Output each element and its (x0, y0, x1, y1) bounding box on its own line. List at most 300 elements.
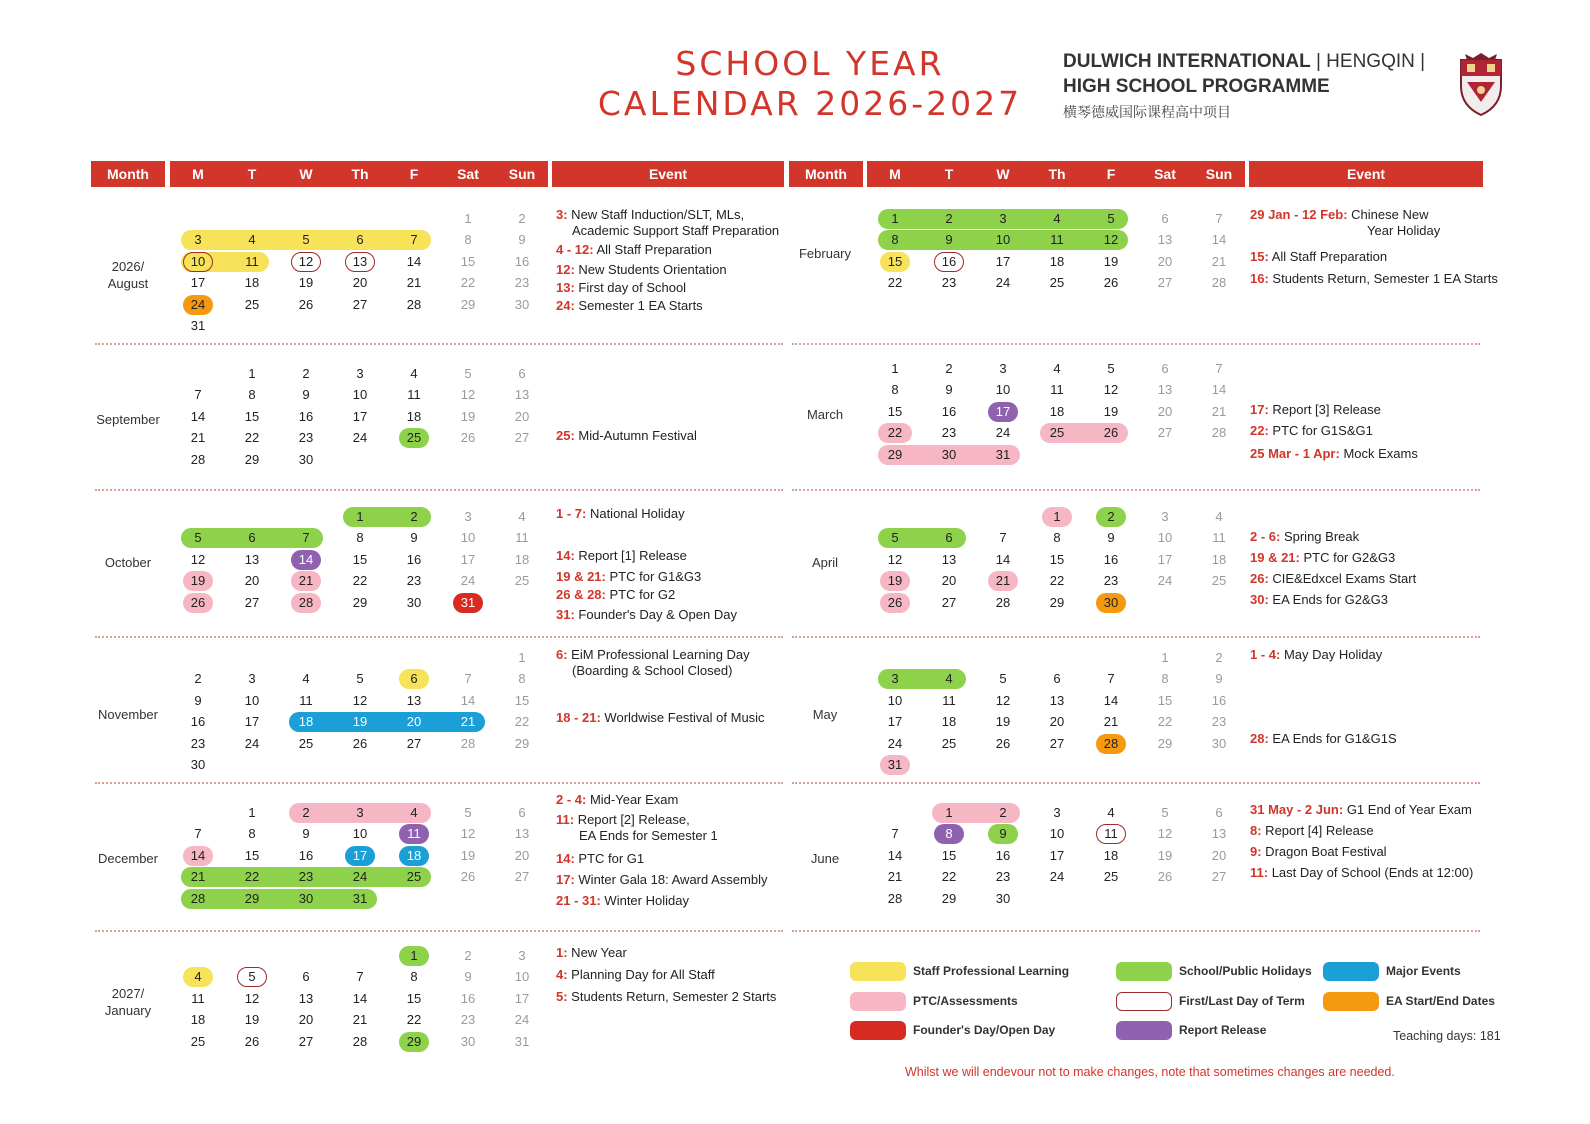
legend-swatch (1323, 962, 1379, 981)
school-name (1063, 51, 1425, 73)
day-cell: 6 (302, 969, 310, 985)
day-cell: 19 (1157, 847, 1173, 863)
day-cell: 16 (934, 252, 964, 272)
event-date: 29 Jan - 12 Feb: (1250, 207, 1348, 222)
event-date: 16: (1250, 271, 1269, 286)
day-header-fri: F (1106, 166, 1116, 182)
event-date: 13: (556, 280, 575, 295)
event-date: 28: (1250, 731, 1269, 746)
day-cell: 14 (1211, 232, 1227, 248)
day-cell: 5 (237, 967, 267, 987)
month-name: May (812, 706, 838, 722)
day-cell: 16 (298, 847, 314, 863)
event-line (1250, 445, 1418, 462)
day-cell: 5 (1161, 805, 1169, 820)
event-header-right (1249, 161, 1483, 187)
event-date: 17: (1250, 402, 1269, 417)
day-cell: 17 (1157, 551, 1173, 567)
row-separator (95, 636, 783, 638)
day-cell: 21 (988, 571, 1018, 591)
event-line (1250, 549, 1395, 566)
day-cell: 27 (514, 430, 530, 446)
day-cell: 6 (945, 530, 953, 546)
day-cell: 9 (302, 387, 310, 403)
day-cell: 26 (244, 1033, 260, 1049)
day-cell: 2 (464, 948, 472, 963)
event-line (556, 505, 685, 522)
event-text: G1 End of Year Exam (1343, 802, 1472, 817)
day-cell: 20 (244, 573, 260, 589)
day-cell: 24 (1157, 573, 1173, 589)
day-cell: 30 (1096, 593, 1126, 613)
event-text: Semester 1 EA Starts (574, 298, 703, 313)
event-date: 4 - 12: (556, 242, 594, 257)
day-cell: 2 (1096, 507, 1126, 527)
day-cell: 22 (887, 425, 903, 441)
day-cell: 11 (1212, 530, 1226, 546)
day-cell: 27 (514, 869, 530, 885)
day-cell: 6 (1161, 361, 1169, 376)
day-cell: 25 (399, 428, 429, 448)
event-date: 25: (556, 428, 575, 443)
event-date: 12: (556, 262, 575, 277)
day-cell: 1 (464, 211, 472, 226)
day-cell: 23 (1211, 714, 1227, 730)
day-cell: 31 (352, 890, 368, 906)
day-cell: 25 (1211, 573, 1227, 589)
day-cell: 29 (514, 735, 530, 751)
day-header-sat: Sat (1154, 166, 1176, 182)
day-cell: 20 (352, 275, 368, 291)
event-header-label: Event (648, 166, 688, 182)
day-cell: 28 (352, 1033, 368, 1049)
day-cell: 9 (302, 826, 310, 842)
day-cell: 18 (1103, 847, 1119, 863)
day-cell: 3 (891, 671, 899, 687)
day-cell: 28 (460, 735, 476, 751)
day-cell: 4 (1107, 805, 1115, 820)
event-text: Winter Gala 18: Award Assembly (574, 872, 768, 887)
day-cell: 7 (194, 826, 202, 842)
day-cell: 15 (1049, 551, 1065, 567)
day-header-mon: M (889, 166, 901, 182)
day-cell: 4 (1053, 361, 1061, 376)
day-cell: 12 (244, 990, 260, 1006)
month-name: 2027/ January (104, 985, 152, 1018)
day-cell: 19 (460, 408, 476, 424)
day-cell: 2 (1215, 650, 1223, 665)
day-cell: 7 (194, 387, 202, 403)
day-cell: 13 (1211, 826, 1227, 842)
day-cell: 17 (1049, 847, 1065, 863)
day-cell: 16 (190, 714, 206, 730)
day-cell: 9 (988, 824, 1018, 844)
legend-swatch (850, 1021, 906, 1040)
programme-name-chinese: 横琴德威国际课程高中项目 (1063, 104, 1231, 120)
day-cell: 15 (887, 403, 903, 419)
day-cell: 28 (190, 890, 206, 906)
event-date: 31: (556, 607, 575, 622)
day-cell: 13 (514, 826, 530, 842)
day-cell: 22 (406, 1012, 422, 1028)
event-line (556, 791, 678, 808)
day-cell: 7 (999, 530, 1007, 546)
day-cell: 20 (1157, 253, 1173, 269)
day-cell: 8 (248, 387, 256, 403)
event-date: 22: (1250, 423, 1269, 438)
day-cell: 4 (1053, 211, 1061, 226)
day-cell: 29 (399, 1032, 429, 1052)
day-cell: 10 (995, 382, 1011, 398)
event-text: Founder's Day & Open Day (574, 607, 737, 622)
legend-label: PTC/Assessments (913, 994, 1018, 1008)
day-cell: 18 (244, 275, 260, 291)
day-cell: 2 (518, 211, 526, 226)
day-cell: 31 (880, 755, 910, 775)
month-name: June (810, 851, 840, 866)
event-text: PTC for G1 (574, 851, 645, 866)
day-cell: 5 (1107, 361, 1115, 376)
month-header-left (91, 161, 165, 187)
event-text: Last Day of School (Ends at 12:00) (1268, 865, 1474, 880)
day-cell: 10 (514, 969, 530, 985)
event-text: Winter Holiday (600, 893, 689, 908)
legend-label: Founder's Day/Open Day (913, 1023, 1056, 1037)
day-cell: 27 (1157, 425, 1173, 441)
day-cell: 16 (406, 551, 422, 567)
day-cell: 24 (995, 275, 1011, 291)
day-cell: 17 (887, 714, 903, 730)
day-cell: 16 (995, 847, 1011, 863)
day-cell: 2 (945, 211, 953, 226)
event-line (572, 222, 779, 239)
day-cell: 10 (995, 232, 1011, 248)
day-header-sat: Sat (457, 166, 479, 182)
day-cell: 16 (1211, 692, 1227, 708)
day-cell: 21 (291, 571, 321, 591)
event-date: 18 - 21: (556, 710, 601, 725)
day-cell: 24 (995, 425, 1011, 441)
day-cell: 11 (399, 824, 429, 844)
day-cell: 14 (183, 846, 213, 866)
event-line (1250, 422, 1373, 439)
day-cell: 28 (887, 890, 903, 906)
day-cell: 22 (1157, 714, 1173, 730)
row-separator (792, 782, 1480, 784)
day-cell: 26 (880, 593, 910, 613)
legend-label: Major Events (1386, 964, 1461, 978)
day-cell: 14 (887, 847, 903, 863)
month-header-right (789, 161, 863, 187)
day-cell: 24 (183, 295, 213, 315)
event-date: 6: (556, 647, 568, 662)
day-cell: 31 (190, 318, 206, 333)
day-cell: 10 (887, 692, 903, 708)
day-cell: 25 (298, 735, 314, 751)
day-cell: 4 (183, 967, 213, 987)
day-cell: 15 (352, 551, 368, 567)
day-cell: 30 (190, 757, 206, 772)
day-cell: 9 (518, 232, 526, 248)
day-header-tue: T (247, 166, 257, 182)
day-cell: 3 (1161, 509, 1169, 524)
legend-swatch (850, 962, 906, 981)
day-cell: 19 (460, 847, 476, 863)
day-cell: 30 (406, 594, 422, 610)
legend-swatch (1116, 1021, 1172, 1040)
day-cell: 30 (298, 890, 314, 906)
day-cell: 27 (298, 1033, 314, 1049)
day-cell: 28 (190, 451, 206, 467)
event-date: 19 & 21: (1250, 550, 1300, 565)
event-text: EA Ends for Semester 1 (579, 828, 718, 843)
event-text: Mock Exams (1339, 446, 1418, 461)
day-cell: 24 (352, 430, 368, 446)
day-header-tue: T (944, 166, 954, 182)
event-line (556, 944, 627, 961)
event-date: 24: (556, 298, 575, 313)
programme-name: HIGH SCHOOL PROGRAMME (1063, 76, 1330, 97)
day-cell: 26 (995, 735, 1011, 751)
day-cell: 1 (248, 366, 256, 381)
event-date: 5: (556, 989, 568, 1004)
teaching-days: Teaching days: 181 (1393, 1029, 1501, 1043)
event-line (1250, 401, 1381, 418)
event-line (556, 261, 727, 278)
day-cell: 10 (1157, 530, 1173, 546)
day-cell: 9 (464, 969, 472, 985)
day-cell: 15 (941, 847, 957, 863)
row-separator (95, 489, 783, 491)
event-date: 25 Mar - 1 Apr: (1250, 446, 1340, 461)
day-cell: 3 (999, 211, 1007, 226)
day-cell: 1 (891, 361, 899, 376)
event-line (556, 811, 690, 828)
day-cell: 10 (1049, 826, 1065, 842)
day-cell: 26 (183, 593, 213, 613)
day-cell: 8 (248, 826, 256, 842)
day-cell: 1 (356, 509, 364, 524)
day-cell: 1 (891, 211, 899, 226)
day-cell: 4 (410, 805, 418, 820)
day-cell: 22 (887, 275, 903, 291)
event-line (1250, 528, 1359, 545)
day-cell: 27 (352, 296, 368, 312)
event-text: Academic Support Staff Preparation (572, 223, 780, 238)
event-text: Students Return, Semester 1 EA Starts (1268, 271, 1498, 286)
day-cell: 12 (1103, 382, 1119, 398)
day-cell: 6 (1215, 805, 1223, 820)
day-cell: 14 (190, 408, 206, 424)
day-cell: 15 (460, 253, 476, 269)
event-text: Report [2] Release, (574, 812, 690, 827)
day-cell: 11 (299, 692, 313, 708)
day-cell: 2 (302, 366, 310, 381)
day-cell: 31 (453, 593, 483, 613)
month-name: April (811, 555, 838, 570)
day-cell: 24 (514, 1012, 530, 1028)
event-line (579, 827, 718, 844)
event-text: Report [4] Release (1261, 823, 1374, 838)
day-cell: 10 (244, 692, 260, 708)
change-disclaimer: Whilst we will endevour not to make changes, note that sometimes changes are needed. (905, 1065, 1395, 1079)
legend-swatch (1116, 962, 1172, 981)
day-cell: 1 (518, 650, 526, 665)
event-line (556, 606, 737, 623)
event-line (572, 662, 732, 679)
day-cell: 26 (460, 869, 476, 885)
event-line (556, 646, 750, 663)
day-cell: 3 (464, 509, 472, 524)
day-cell: 7 (1215, 211, 1223, 226)
legend-swatch (850, 992, 906, 1011)
day-cell: 16 (1103, 551, 1119, 567)
day-cell: 9 (194, 692, 202, 708)
day-cell: 20 (406, 714, 422, 730)
day-header-sun: Sun (1205, 166, 1233, 182)
day-cell: 18 (514, 551, 530, 567)
event-date: 8: (1250, 823, 1262, 838)
event-date: 30: (1250, 592, 1269, 607)
day-cell: 7 (302, 530, 310, 546)
day-cell: 30 (941, 446, 957, 462)
day-cell: 20 (1157, 403, 1173, 419)
day-cell: 15 (244, 408, 260, 424)
day-cell: 23 (941, 425, 957, 441)
days-header-right (867, 161, 1245, 187)
event-text: All Staff Preparation (593, 242, 712, 257)
day-cell: 11 (245, 253, 259, 269)
day-cell: 22 (460, 275, 476, 291)
day-cell: 5 (194, 530, 202, 546)
event-header-label: Event (1346, 166, 1386, 182)
day-cell: 19 (1103, 403, 1119, 419)
day-cell: 17 (190, 275, 206, 291)
event-text: Planning Day for All Staff (567, 967, 715, 982)
day-cell: 6 (399, 669, 429, 689)
day-cell: 2 (194, 671, 202, 687)
day-cell: 23 (941, 275, 957, 291)
event-line (1250, 570, 1416, 587)
event-date: 9: (1250, 844, 1262, 859)
day-cell: 5 (891, 530, 899, 546)
day-cell: 26 (460, 430, 476, 446)
day-cell: 9 (945, 232, 953, 248)
event-date: 2 - 4: (556, 792, 587, 807)
day-cell: 8 (934, 824, 964, 844)
event-text: All Staff Preparation (1268, 249, 1388, 264)
day-cell: 5 (464, 805, 472, 820)
legend-label: EA Start/End Dates (1386, 994, 1495, 1008)
event-text: Mid-Year Exam (586, 792, 679, 807)
day-cell: 21 (190, 869, 206, 885)
day-cell: 18 (190, 1012, 206, 1028)
event-line (1250, 206, 1428, 223)
event-date: 14: (556, 548, 575, 563)
event-text: Year Holiday (1367, 223, 1441, 238)
day-cell: 19 (244, 1012, 260, 1028)
event-line (556, 568, 701, 585)
day-cell: 30 (460, 1033, 476, 1049)
campus-name: | HENGQIN | (1310, 51, 1426, 72)
calendar-title-line1: SCHOOL YEAR (675, 44, 945, 83)
event-date: 11: (1250, 865, 1269, 880)
day-cell: 29 (1157, 735, 1173, 751)
day-cell: 25 (514, 573, 530, 589)
month-name: 2026/ August (107, 259, 149, 292)
day-cell: 12 (291, 252, 321, 272)
day-cell: 24 (887, 735, 903, 751)
month-name: February (798, 246, 852, 262)
day-cell: 9 (1107, 530, 1115, 546)
day-cell: 21 (460, 714, 476, 730)
legend-swatch (1116, 992, 1172, 1011)
day-cell: 31 (514, 1033, 530, 1049)
day-cell: 5 (464, 366, 472, 381)
event-text: (Boarding & School Closed) (572, 663, 733, 678)
day-cell: 23 (1103, 573, 1119, 589)
row-separator (95, 930, 783, 932)
day-cell: 8 (1161, 671, 1169, 687)
event-text: New Students Orientation (574, 262, 727, 277)
day-cell: 22 (244, 430, 260, 446)
day-cell: 23 (298, 430, 314, 446)
day-cell: 6 (356, 232, 364, 248)
school-crest-icon (1455, 52, 1507, 118)
day-cell: 13 (1049, 692, 1065, 708)
event-date: 4: (556, 967, 568, 982)
day-cell: 30 (995, 890, 1011, 906)
day-cell: 3 (518, 948, 526, 963)
day-cell: 19 (1103, 253, 1119, 269)
day-cell: 13 (244, 551, 260, 567)
day-cell: 11 (1050, 232, 1064, 248)
day-cell: 27 (1157, 275, 1173, 291)
row-separator (95, 782, 783, 784)
event-text: Mid-Autumn Festival (574, 428, 697, 443)
day-cell: 19 (352, 714, 368, 730)
event-line (556, 892, 689, 909)
day-cell: 14 (291, 550, 321, 570)
day-cell: 21 (352, 1012, 368, 1028)
event-line (1250, 730, 1397, 747)
day-cell: 22 (352, 573, 368, 589)
day-cell: 14 (995, 551, 1011, 567)
day-cell: 3 (356, 366, 364, 381)
event-date: 11: (556, 812, 575, 827)
event-line (1367, 222, 1440, 239)
row-separator (792, 636, 1480, 638)
event-date: 26 & 28: (556, 587, 606, 602)
day-cell: 17 (244, 714, 260, 730)
day-cell: 16 (941, 403, 957, 419)
day-cell: 8 (410, 969, 418, 985)
day-cell: 12 (460, 387, 476, 403)
day-cell: 19 (880, 571, 910, 591)
day-header-thu: Th (1048, 166, 1066, 182)
day-cell: 9 (410, 530, 418, 546)
day-cell: 3 (1053, 805, 1061, 820)
event-text: CIE&Edxcel Exams Start (1268, 571, 1417, 586)
event-text: New Year (567, 945, 627, 960)
month-name: October (104, 555, 152, 570)
day-cell: 18 (1211, 551, 1227, 567)
day-cell: 17 (345, 846, 375, 866)
day-cell: 12 (1103, 232, 1119, 248)
day-cell: 7 (1107, 671, 1115, 687)
day-cell: 12 (460, 826, 476, 842)
day-cell: 29 (244, 890, 260, 906)
